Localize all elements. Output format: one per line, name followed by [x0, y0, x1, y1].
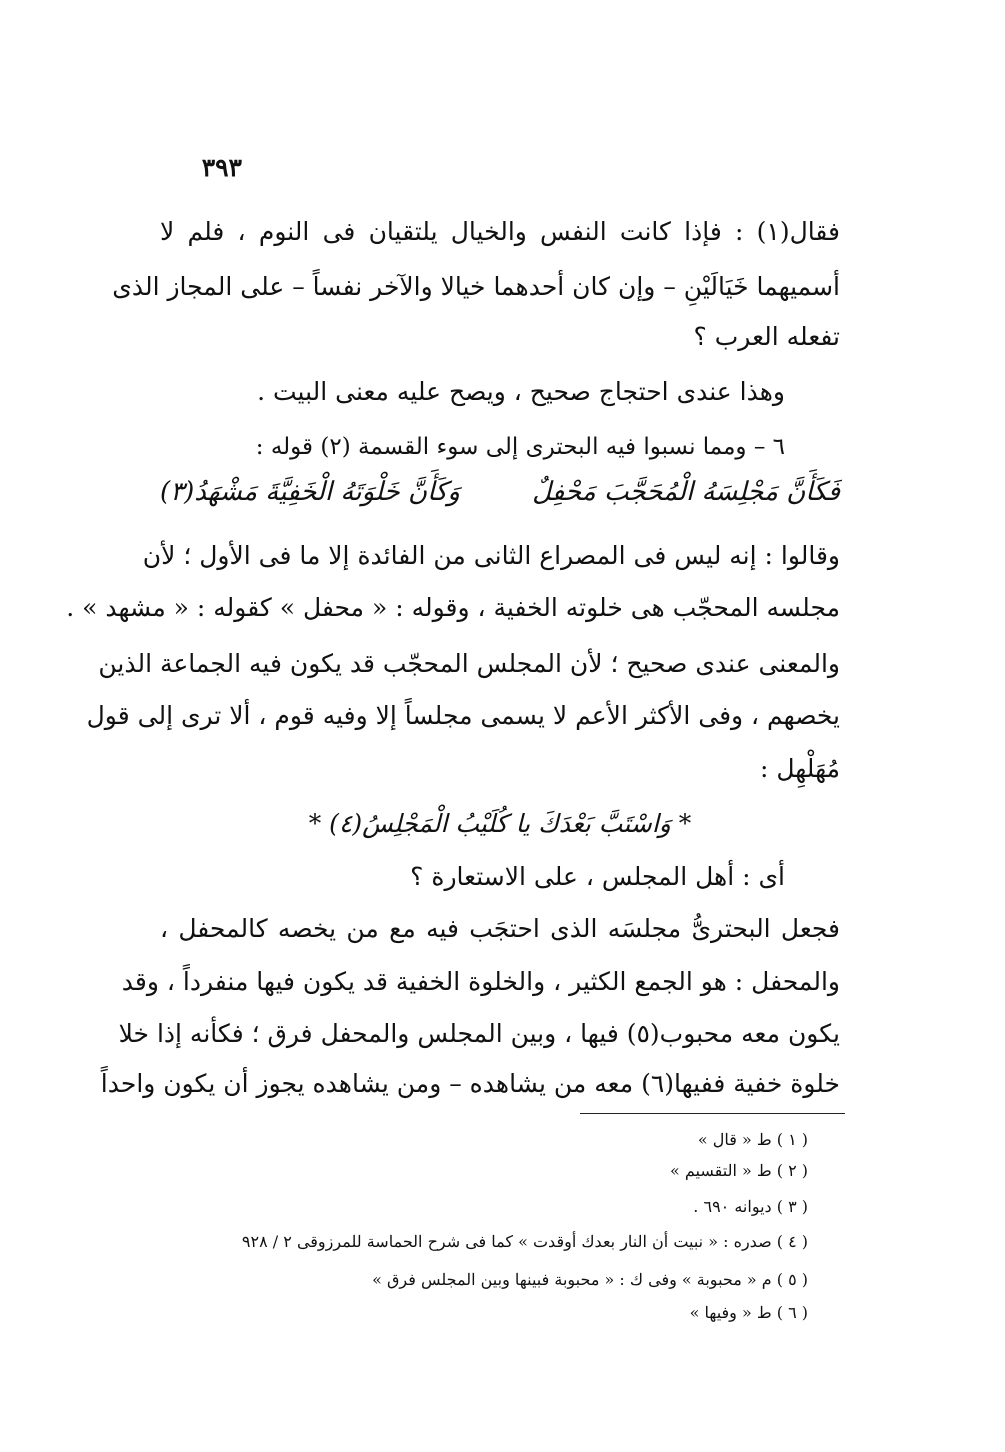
- body-line: فجعل البحترىُّ مجلسَه الذى احتجَب فيه مع من يخصه كالمحفل ،: [160, 914, 840, 943]
- body-line: وهذا عندى احتجاج صحيح ، ويصح عليه معنى البيت .: [257, 377, 785, 406]
- body-line: ٦ – ومما نسبوا فيه البحترى إلى سوء القسمة (٢) قوله :: [255, 434, 785, 460]
- body-line: والمحفل : هو الجمع الكثير ، والخلوة الخفية قد يكون فيها منفرداً ، وقد: [121, 967, 840, 996]
- footnote: ( ٦ ) ط « وفيها »: [689, 1303, 808, 1322]
- body-line: يخصهم ، وفى الأكثر الأعم لا يسمى مجلساً إلا وفيه قوم ، ألا ترى إلى قول: [86, 701, 840, 730]
- body-line: خلوة خفية ففيها(٦) معه من يشاهده – ومن يشاهده يجوز أن يكون واحداً: [100, 1069, 840, 1098]
- verse-left-hemistich: وَكَأَنَّ خَلْوَتَهُ الْخَفِيَّةَ مَشْهَدُ(٣): [160, 477, 460, 507]
- footnote: ( ١ ) ط « قال »: [697, 1130, 808, 1149]
- body-line: وقالوا : إنه ليس فى المصراع الثانى من الفائدة إلا ما فى الأول ؛ لأن: [142, 541, 840, 570]
- footnote: ( ٥ ) م « محبوبة » وفى ك : « محبوبة فبينها وبين المجلس فرق »: [372, 1270, 808, 1289]
- footnote: ( ٤ ) صدره : « نبيت أن النار بعدك أوقدت » كما فى شرح الحماسة للمرزوقى ٢ / ٩٢٨: [241, 1232, 808, 1251]
- body-line: يكون معه محبوب(٥) فيها ، وبين المجلس والمحفل فرق ؛ فكأنه إذا خلا: [118, 1019, 840, 1048]
- verse-line: [160, 470, 840, 514]
- body-line: تفعله العرب ؟: [693, 322, 840, 351]
- body-line: أى : أهل المجلس ، على الاستعارة ؟: [410, 862, 785, 891]
- verse-quote: * وَاسْتَبَّ بَعْدَكَ يا كُلَيْبُ الْمَجْلِسُ(٤) *: [308, 809, 692, 838]
- page-number: ٣٩٣: [201, 153, 242, 182]
- body-line: فقال(١) : فإذا كانت النفس والخيال يلتقيان فى النوم ، فلم لا: [160, 217, 840, 246]
- footnote: ( ٢ ) ط « التقسيم »: [670, 1161, 808, 1180]
- footnote: ( ٣ ) ديوانه ٦٩٠ .: [693, 1197, 808, 1216]
- footnote-divider: [580, 1113, 845, 1114]
- body-line: مُهَلْهِل :: [759, 754, 840, 783]
- body-line: أسميهما خَيَالَيْنِ – وإن كان أحدهما خيالا والآخر نفساً – على المجاز الذى: [112, 272, 840, 301]
- verse-right-hemistich: فَكَأَنَّ مَجْلِسَهُ الْمُحَجَّبَ مَحْفِلٌ: [532, 477, 840, 507]
- body-line: مجلسه المحجّب هى خلوته الخفية ، وقوله : « محفل » كقوله : « مشهد » .: [66, 593, 840, 622]
- body-line: والمعنى عندى صحيح ؛ لأن المجلس المحجّب قد يكون فيه الجماعة الذين: [98, 649, 840, 678]
